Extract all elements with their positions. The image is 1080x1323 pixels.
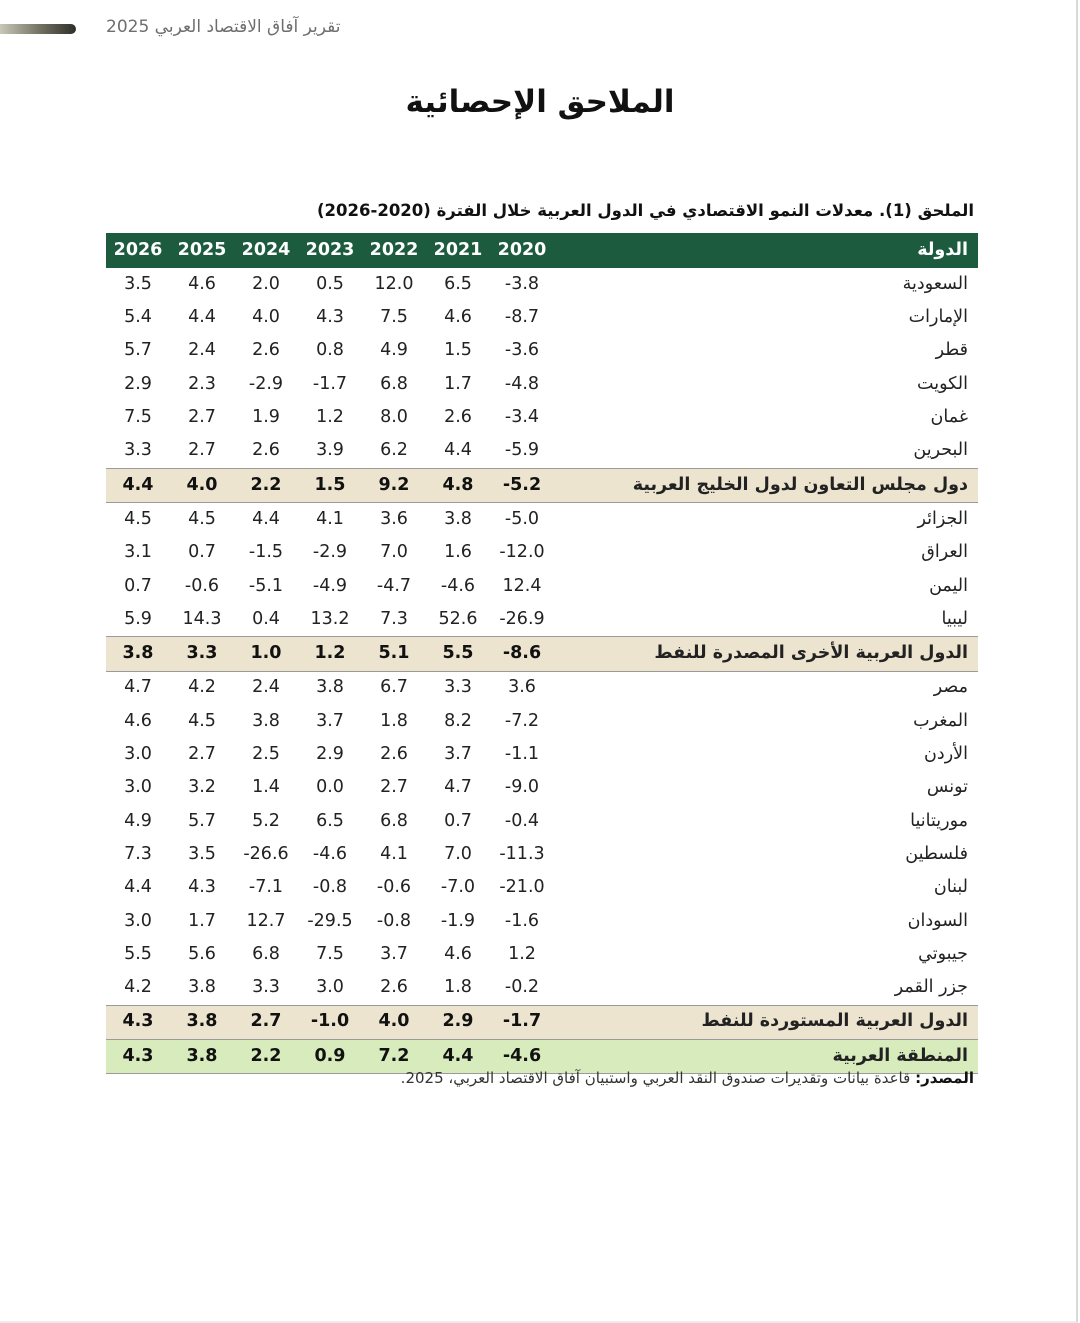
- growth-value-cell: 4.4: [124, 877, 152, 898]
- growth-value-cell: 6.2: [380, 440, 408, 461]
- growth-value-cell: -4.6: [490, 1039, 554, 1073]
- column-header-year: 2025: [170, 233, 234, 268]
- table-header-row: [106, 233, 978, 268]
- growth-value-cell: 3.8: [106, 637, 170, 671]
- growth-value-cell: 3.7: [380, 943, 408, 964]
- table-body: [106, 268, 978, 1074]
- header-accent-bar: [0, 24, 76, 34]
- growth-value-cell: 2.2: [234, 1039, 298, 1073]
- table-row: [106, 971, 978, 1005]
- growth-value-cell: 4.7: [444, 777, 472, 798]
- growth-value-cell: 7.0: [380, 542, 408, 563]
- growth-value-cell: 2.0: [252, 273, 280, 294]
- growth-value-cell: 2.9: [124, 373, 152, 394]
- growth-value-cell: -4.7: [376, 575, 412, 596]
- growth-value-cell: -7.1: [248, 877, 284, 898]
- growth-value-cell: 4.3: [106, 1005, 170, 1039]
- growth-value-cell: 1.5: [298, 468, 362, 502]
- growth-value-cell: 2.4: [188, 340, 216, 361]
- growth-value-cell: 7.0: [444, 843, 472, 864]
- row-label: دول مجلس التعاون لدول الخليج العربية: [554, 468, 978, 502]
- table-row: [106, 268, 978, 301]
- growth-value-cell: 4.9: [124, 810, 152, 831]
- growth-value-cell: 4.3: [316, 307, 344, 328]
- growth-value-cell: 5.5: [124, 943, 152, 964]
- growth-value-cell: -3.4: [504, 407, 540, 428]
- growth-value-cell: 0.7: [124, 575, 152, 596]
- growth-value-cell: 3.3: [124, 440, 152, 461]
- growth-value-cell: 4.5: [124, 508, 152, 529]
- table-row: [106, 503, 978, 537]
- growth-value-cell: -5.9: [504, 440, 540, 461]
- growth-value-cell: -5.2: [490, 468, 554, 502]
- growth-value-cell: 1.7: [188, 910, 216, 931]
- growth-value-cell: 2.5: [252, 744, 280, 765]
- growth-value-cell: 3.3: [170, 637, 234, 671]
- growth-value-cell: 5.7: [188, 810, 216, 831]
- growth-value-cell: 4.6: [444, 943, 472, 964]
- growth-value-cell: -29.5: [307, 910, 353, 931]
- growth-value-cell: 6.8: [380, 810, 408, 831]
- growth-value-cell: -2.9: [312, 542, 348, 563]
- growth-value-cell: -7.0: [440, 877, 476, 898]
- row-label: جزر القمر: [894, 977, 968, 998]
- growth-value-cell: 4.4: [106, 468, 170, 502]
- row-label: غمان: [930, 407, 968, 428]
- growth-value-cell: -8.7: [504, 307, 540, 328]
- growth-value-cell: -5.0: [504, 508, 540, 529]
- row-label: ليبيا: [941, 608, 968, 629]
- growth-value-cell: 3.3: [252, 977, 280, 998]
- growth-value-cell: 4.1: [380, 843, 408, 864]
- growth-value-cell: 5.9: [124, 608, 152, 629]
- row-label: اليمن: [929, 575, 968, 596]
- growth-value-cell: 0.5: [316, 273, 344, 294]
- growth-value-cell: 7.5: [380, 307, 408, 328]
- growth-value-cell: -2.9: [248, 373, 284, 394]
- growth-value-cell: 4.1: [316, 508, 344, 529]
- growth-value-cell: 3.6: [380, 508, 408, 529]
- growth-value-cell: 14.3: [182, 608, 222, 629]
- growth-value-cell: 5.6: [188, 943, 216, 964]
- table-row: [106, 368, 978, 401]
- growth-value-cell: -4.6: [312, 843, 348, 864]
- growth-value-cell: 3.3: [444, 677, 472, 698]
- growth-value-cell: 7.2: [362, 1039, 426, 1073]
- growth-value-cell: 5.4: [124, 307, 152, 328]
- row-label: الكويت: [917, 373, 968, 394]
- growth-value-cell: 2.9: [316, 744, 344, 765]
- growth-value-cell: 4.8: [426, 468, 490, 502]
- growth-value-cell: 4.2: [124, 977, 152, 998]
- row-label: المنطقة العربية: [554, 1039, 978, 1073]
- table-row: [106, 401, 978, 434]
- growth-value-cell: 4.7: [124, 677, 152, 698]
- page-title: الملاحق الإحصائية: [405, 84, 675, 120]
- growth-value-cell: -0.8: [312, 877, 348, 898]
- growth-value-cell: 4.6: [124, 710, 152, 731]
- row-label: العراق: [921, 542, 968, 563]
- growth-rates-table: [106, 233, 978, 1074]
- growth-value-cell: 3.8: [170, 1039, 234, 1073]
- growth-value-cell: 3.2: [188, 777, 216, 798]
- row-label: جيبوتي: [918, 943, 968, 964]
- growth-value-cell: 2.7: [380, 777, 408, 798]
- column-header-country: الدولة: [554, 233, 978, 268]
- growth-value-cell: 7.3: [380, 608, 408, 629]
- row-label: تونس: [926, 777, 968, 798]
- row-label: موريتانيا: [910, 810, 968, 831]
- table-row: [106, 536, 978, 569]
- growth-value-cell: 6.5: [444, 273, 472, 294]
- growth-value-cell: -8.6: [490, 637, 554, 671]
- growth-value-cell: 3.0: [124, 744, 152, 765]
- growth-value-cell: 5.1: [362, 637, 426, 671]
- growth-value-cell: 0.7: [444, 810, 472, 831]
- growth-value-cell: 3.9: [316, 440, 344, 461]
- table-row: [106, 301, 978, 334]
- growth-value-cell: 4.4: [252, 508, 280, 529]
- growth-value-cell: 3.0: [316, 977, 344, 998]
- growth-value-cell: 2.6: [380, 977, 408, 998]
- growth-value-cell: 3.8: [188, 977, 216, 998]
- column-header-year: 2024: [234, 233, 298, 268]
- growth-value-cell: -21.0: [499, 877, 545, 898]
- growth-value-cell: 1.2: [316, 407, 344, 428]
- growth-value-cell: -1.7: [490, 1005, 554, 1039]
- column-header-year: 2020: [490, 233, 554, 268]
- growth-value-cell: 4.4: [426, 1039, 490, 1073]
- growth-value-cell: 1.0: [234, 637, 298, 671]
- growth-value-cell: 5.7: [124, 340, 152, 361]
- growth-value-cell: 5.5: [426, 637, 490, 671]
- growth-value-cell: 4.0: [362, 1005, 426, 1039]
- table-row: [106, 335, 978, 368]
- growth-value-cell: 1.4: [252, 777, 280, 798]
- group-total-row: [106, 637, 978, 671]
- row-label: فلسطين: [905, 843, 968, 864]
- growth-value-cell: 3.8: [316, 677, 344, 698]
- growth-value-cell: 4.2: [188, 677, 216, 698]
- growth-value-cell: 4.0: [170, 468, 234, 502]
- growth-value-cell: -12.0: [499, 542, 545, 563]
- table-caption: الملحق (1). معدلات النمو الاقتصادي في الدول العربية خلال الفترة (2020-2026): [317, 201, 974, 220]
- growth-value-cell: -0.6: [376, 877, 412, 898]
- growth-value-cell: 2.7: [234, 1005, 298, 1039]
- growth-value-cell: 8.0: [380, 407, 408, 428]
- growth-value-cell: 0.4: [252, 608, 280, 629]
- table-row: [106, 805, 978, 838]
- growth-value-cell: 7.5: [316, 943, 344, 964]
- growth-value-cell: 2.4: [252, 677, 280, 698]
- growth-value-cell: -1.1: [504, 744, 540, 765]
- table-row: [106, 938, 978, 971]
- growth-value-cell: -1.6: [504, 910, 540, 931]
- growth-value-cell: 2.7: [188, 440, 216, 461]
- growth-value-cell: -11.3: [499, 843, 545, 864]
- growth-value-cell: -0.2: [504, 977, 540, 998]
- growth-value-cell: 3.0: [124, 777, 152, 798]
- growth-value-cell: -3.8: [504, 273, 540, 294]
- source-label: المصدر:: [915, 1069, 974, 1087]
- source-text: قاعدة بيانات وتقديرات صندوق النقد العربي واستبيان آفاق الاقتصاد العربي، 2025.: [400, 1069, 916, 1087]
- growth-value-cell: 1.9: [252, 407, 280, 428]
- table-row: [106, 434, 978, 468]
- table-row: [106, 871, 978, 904]
- growth-value-cell: 2.6: [252, 440, 280, 461]
- growth-value-cell: -26.9: [499, 608, 545, 629]
- growth-value-cell: 4.6: [444, 307, 472, 328]
- growth-value-cell: 0.0: [316, 777, 344, 798]
- growth-value-cell: -1.7: [312, 373, 348, 394]
- growth-value-cell: 12.4: [502, 575, 542, 596]
- row-label: الدول العربية الأخرى المصدرة للنفط: [554, 637, 978, 671]
- growth-value-cell: 1.5: [444, 340, 472, 361]
- row-label: المغرب: [913, 710, 968, 731]
- row-label: الجزائر: [917, 508, 968, 529]
- table-row: [106, 905, 978, 938]
- growth-value-cell: 6.5: [316, 810, 344, 831]
- growth-value-cell: 0.7: [188, 542, 216, 563]
- table-row: [106, 671, 978, 705]
- growth-value-cell: 4.4: [444, 440, 472, 461]
- growth-value-cell: 1.6: [444, 542, 472, 563]
- growth-value-cell: -5.1: [248, 575, 284, 596]
- row-label: الإمارات: [908, 307, 968, 328]
- growth-value-cell: 3.8: [252, 710, 280, 731]
- growth-value-cell: 7.5: [124, 407, 152, 428]
- growth-value-cell: 3.8: [170, 1005, 234, 1039]
- growth-value-cell: -7.2: [504, 710, 540, 731]
- source-note: [106, 1069, 974, 1087]
- group-total-row: [106, 468, 978, 502]
- growth-value-cell: 1.2: [298, 637, 362, 671]
- growth-value-cell: -0.8: [376, 910, 412, 931]
- growth-value-cell: 2.6: [380, 744, 408, 765]
- table-row: [106, 570, 978, 603]
- growth-value-cell: 1.2: [508, 943, 536, 964]
- growth-value-cell: 4.3: [106, 1039, 170, 1073]
- growth-value-cell: 2.7: [188, 744, 216, 765]
- growth-value-cell: -9.0: [504, 777, 540, 798]
- growth-value-cell: 3.7: [316, 710, 344, 731]
- growth-value-cell: 5.2: [252, 810, 280, 831]
- row-label: مصر: [933, 677, 968, 698]
- column-header-year: 2021: [426, 233, 490, 268]
- group-total-row: [106, 1005, 978, 1039]
- growth-value-cell: 0.9: [298, 1039, 362, 1073]
- growth-value-cell: 2.3: [188, 373, 216, 394]
- growth-value-cell: -4.8: [504, 373, 540, 394]
- growth-value-cell: 2.2: [234, 468, 298, 502]
- growth-value-cell: -4.9: [312, 575, 348, 596]
- growth-value-cell: 4.3: [188, 877, 216, 898]
- growth-value-cell: 12.7: [246, 910, 286, 931]
- table-row: [106, 738, 978, 771]
- growth-value-cell: -1.0: [298, 1005, 362, 1039]
- growth-value-cell: 3.0: [124, 910, 152, 931]
- row-label: لبنان: [933, 877, 968, 898]
- row-label: البحرين: [913, 440, 968, 461]
- growth-value-cell: 6.8: [252, 943, 280, 964]
- table-row: [106, 771, 978, 804]
- growth-value-cell: 4.9: [380, 340, 408, 361]
- column-header-year: 2023: [298, 233, 362, 268]
- growth-value-cell: 2.6: [252, 340, 280, 361]
- growth-value-cell: 3.6: [508, 677, 536, 698]
- growth-value-cell: 3.8: [444, 508, 472, 529]
- running-header: تقرير آفاق الاقتصاد العربي 2025: [106, 17, 341, 37]
- growth-value-cell: 6.7: [380, 677, 408, 698]
- growth-value-cell: 7.3: [124, 843, 152, 864]
- growth-value-cell: 1.8: [380, 710, 408, 731]
- row-label: قطر: [935, 340, 968, 361]
- row-label: الأردن: [924, 744, 968, 765]
- growth-value-cell: 2.9: [426, 1005, 490, 1039]
- table-row: [106, 705, 978, 738]
- growth-value-cell: 2.7: [188, 407, 216, 428]
- growth-value-cell: 3.5: [188, 843, 216, 864]
- growth-value-cell: 12.0: [374, 273, 414, 294]
- growth-value-cell: -1.5: [248, 542, 284, 563]
- growth-value-cell: -4.6: [440, 575, 476, 596]
- growth-value-cell: 1.7: [444, 373, 472, 394]
- growth-value-cell: 4.5: [188, 508, 216, 529]
- growth-value-cell: -0.4: [504, 810, 540, 831]
- column-header-year: 2022: [362, 233, 426, 268]
- growth-value-cell: 52.6: [438, 608, 478, 629]
- growth-value-cell: -1.9: [440, 910, 476, 931]
- row-label: الدول العربية المستوردة للنفط: [554, 1005, 978, 1039]
- growth-value-cell: 3.7: [444, 744, 472, 765]
- growth-value-cell: 0.8: [316, 340, 344, 361]
- growth-value-cell: 8.2: [444, 710, 472, 731]
- growth-value-cell: 3.5: [124, 273, 152, 294]
- table-row: [106, 603, 978, 637]
- growth-value-cell: -26.6: [243, 843, 289, 864]
- growth-value-cell: 3.1: [124, 542, 152, 563]
- growth-value-cell: 4.0: [252, 307, 280, 328]
- growth-value-cell: 4.5: [188, 710, 216, 731]
- growth-value-cell: -3.6: [504, 340, 540, 361]
- table-row: [106, 838, 978, 871]
- growth-value-cell: 6.8: [380, 373, 408, 394]
- row-label: السودان: [907, 910, 968, 931]
- column-header-year: 2026: [106, 233, 170, 268]
- growth-value-cell: 4.6: [188, 273, 216, 294]
- growth-value-cell: 4.4: [188, 307, 216, 328]
- growth-value-cell: 2.6: [444, 407, 472, 428]
- growth-value-cell: 13.2: [310, 608, 350, 629]
- growth-value-cell: 1.8: [444, 977, 472, 998]
- row-label: السعودية: [902, 273, 968, 294]
- growth-value-cell: -0.6: [184, 575, 220, 596]
- growth-value-cell: 9.2: [362, 468, 426, 502]
